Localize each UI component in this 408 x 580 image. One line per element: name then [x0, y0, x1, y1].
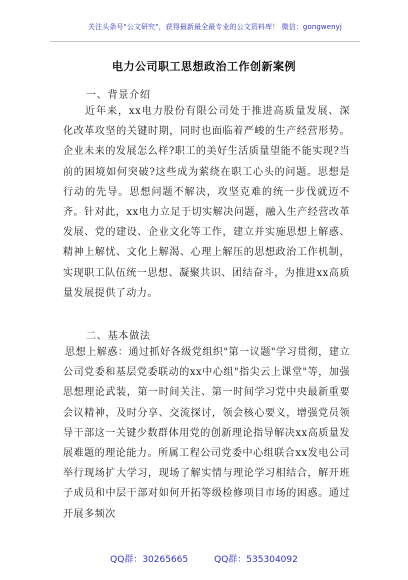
footer-qq-group-1: QQ群：30265665	[110, 555, 189, 565]
footer-qq-group-2: QQ群：535304092	[214, 555, 298, 565]
document-title: 电力公司职工思想政治工作创新案例	[112, 60, 296, 73]
section-heading-basic-approach: 二、基本做法	[86, 331, 151, 342]
header-divider	[50, 41, 360, 42]
paragraph-basic-approach: 思想上解惑：通过抓好各级党组织"第一议题"学习贯彻，建立公司党委和基层党委联动的xx中心组"指尖云上课堂"等，加强思想理论武装，第一时间关注、第一时间学习党中央最新重要会议精神，及时分享、交流探讨，领会核心要义，增强党员领导干部这一关键少数群体用党的创新理论指导解决xx高质量发展难题的理论能力。所属工程公司党委中心组联合xx发电公司举行现场扩大学习，现场了解实情与理论学习相结合，解开班子成员和中层干部对如何开拓等级检修项目市场的困惑。通过开展多频次	[63, 347, 350, 520]
footer-contacts	[0, 552, 408, 565]
section-heading-background: 一、背景介绍	[86, 90, 151, 101]
header-banner: 关注头条号"公文研究"，获得最新最全最专业的公文资料库！ 微信：gongwenyj	[88, 23, 342, 31]
paragraph-background: 近年来，xx电力股份有限公司处于推进高质量发展、深化改革攻坚的关键时期，同时也面临着严峻的生产经营形势。企业未来的发展怎么样?职工的美好生活质量望能不能实现?当前的困境如何突破?这些成为萦绕在职工心头的问题。思想是行动的先导。思想问题不解决，攻坚克难的统一步伐就迈不齐。针对此，xx电力立足于切实解决问题，融入生产经营改革发展、党的建设、企业文化等工作，建立并实施思想上解惑、精神上解忧、文化上解渴、心理上解压的思想政治工作机制，实现职工队伍统一思想、凝聚共识、团结奋斗，为推进xx高质量发展提供了动力。	[63, 106, 350, 299]
